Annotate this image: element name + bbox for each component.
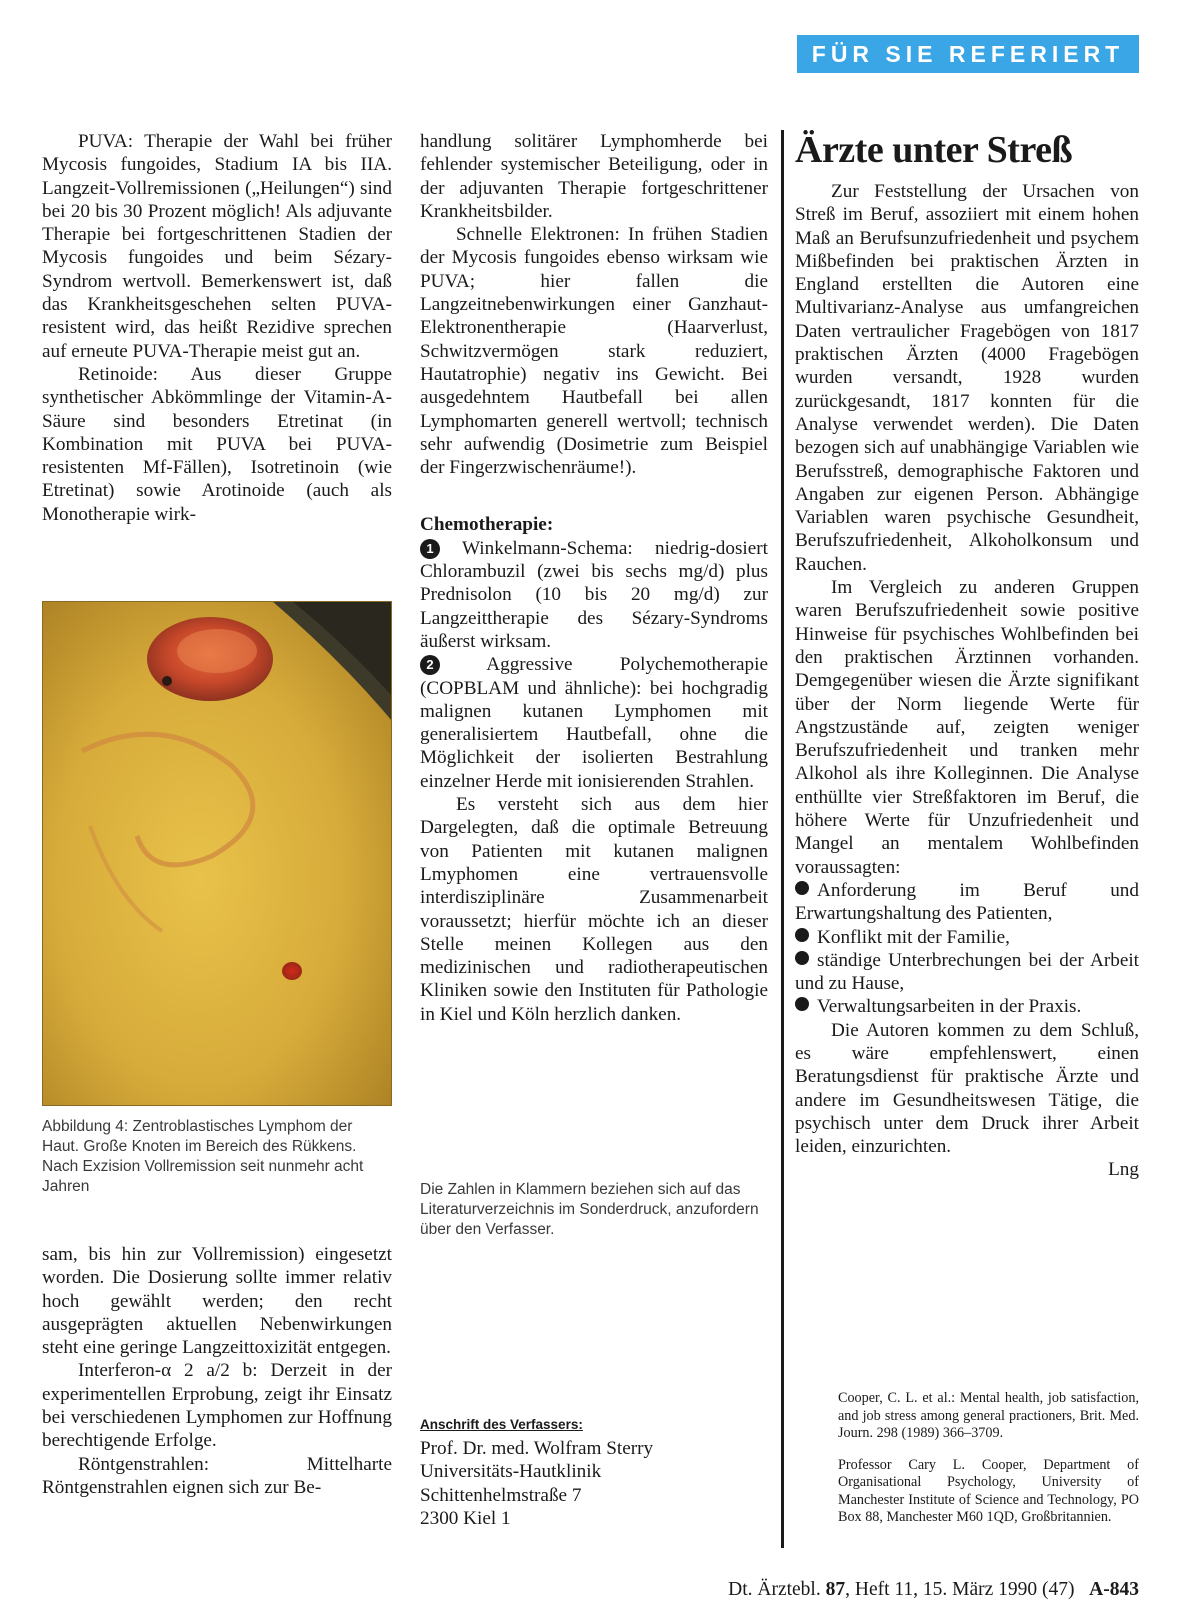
chemo-item-1-text: Winkelmann-Schema: niedrig-dosiert Chlorambuzil (zwei bis sechs mg/d) plus Prednisolon (10 bis 20 mg/d) zur Langzeittherapie des Sézary-Syndroms äußerst wirksam. <box>420 537 768 652</box>
chemo-item-2 <box>420 653 768 793</box>
bullet-icon <box>795 928 809 942</box>
page-number: A-843 <box>1089 1579 1139 1600</box>
address-label: Anschrift des Verfassers: <box>420 1417 583 1432</box>
column-divider <box>781 130 784 1548</box>
list-item: ständige Unterbrechungen bei der Arbeit und zu Hause, <box>795 949 1139 995</box>
chemo-item-2-text: Aggressive Polychemotherapie (COPBLAM und ähnliche): bei hochgradig malignen kutanen Lymphomen mit generalisiertem Hautbefall, ohne die Möglichkeit der isolierten Bestrahlung einzelner Herde mit ionisierenden Strahlen. <box>420 654 768 792</box>
list-item: Konflikt mit der Familie, <box>795 926 1139 949</box>
article-headline: Ärzte unter Streß <box>795 129 1073 171</box>
paragraph-interferon: Interferon-α 2 a/2 b: Derzeit in der experimentellen Erprobung, zeigt ihr Einsatz bei verschiedenen Lymphomen zur Hoffnung berechtigende Erfolge. <box>42 1360 392 1452</box>
issue-date: , Heft 11, 15. März 1990 (47) <box>845 1579 1075 1600</box>
reference-contact: Professor Cary L. Cooper, Department of Organisational Psychology, University of Manchester Institute of Science and Technology, PO Box 88, Manchester M60 1QD, Großbritannien. <box>838 1456 1139 1525</box>
bullet-icon <box>795 997 809 1011</box>
paragraph-retinoide: Retinoide: Aus dieser Gruppe synthetischer Abkömmlinge der Vitamin-A-Säure sind besonders Etretinat (in Kombination mit PUVA bei PUVA-resistenten Mf-Fällen), Isotretinoin (wie Etretinat) sowie Arotinoide (auch als Monotherapie wirk- <box>42 363 392 525</box>
paragraph-roentgen-continued: handlung solitärer Lymphomherde bei fehlender systemischer Beteiligung, oder in der adjuvanten Therapie fortgeschrittener Krankheitsbilder. <box>420 131 768 222</box>
middle-column <box>420 130 768 1026</box>
author-address <box>420 1416 768 1530</box>
figure-caption: Abbildung 4: Zentroblastisches Lymphom der Haut. Große Knoten im Bereich des Rükkens. Nach Exzision Vollremission seit nunmehr acht Jahren <box>42 1118 364 1195</box>
chemotherapy-heading: Chemotherapie: <box>420 514 554 536</box>
section-banner: FÜR SIE REFERIERT <box>797 35 1139 73</box>
bullet-icon <box>795 951 809 965</box>
paragraph-roentgen: Röntgenstrahlen: Mittelharte Röntgenstrahlen eignen sich zur Be- <box>42 1453 392 1498</box>
paragraph-results: Im Vergleich zu anderen Gruppen waren Berufszufriedenheit sowie positive Hinweise für psychisches Wohlbefinden bei den praktischen Ärztinnen vorhanden. Demgegenüber wiesen die Ärzte signifikant über der Norm liegende Werte für Angstzustände auf, zeigten weniger Berufszufriedenheit und tranken mehr Alkohol als ihre Kolleginnen. Die Analyse enthüllte vier Streßfaktoren im Beruf, die höhere Werte für Unzufriedenheit und Mangel an mentalem Wohlbefinden voraussagten: <box>795 577 1139 878</box>
list-item: Anforderung im Beruf und Erwartungshaltung des Patienten, <box>795 879 1139 925</box>
paragraph-acknowledgement: Es versteht sich aus dem hier Dargelegten, daß die optimale Betreuung von Patienten mit kutanen malignen Lmyphomen eine vertrauensvolle interdisziplinäre Zusammenarbeit voraussetzt; hierfür möchte ich an dieser Stelle meinen Kollegen aus den medizinischen und radiotherapeutischen Kliniken sowie den Instituten für Pathologie in Kiel und Köln herzlich danken. <box>420 794 768 1025</box>
chemo-item-1 <box>420 537 768 653</box>
paragraph-puva: PUVA: Therapie der Wahl bei früher Mycosis fungoides, Stadium IA bis IIA. Langzeit-Vollremissionen („Heilungen“) sind bei 20 bis 30 Prozent möglich! Als adjuvante Therapie bei fortgeschrittenen Stadien der Mycosis fungoides und beim Sézary-Syndrom wertvoll. Bemerkenswert ist, daß das Krankheitsgeschehen selten PUVA-resistent wird, das heißt Rezidive sprechen auf erneute PUVA-Therapie meist gut an. <box>42 131 392 362</box>
left-column-top <box>42 130 392 526</box>
address-line-city: 2300 Kiel 1 <box>420 1507 511 1529</box>
address-line-name: Prof. Dr. med. Wolfram Sterry <box>420 1438 654 1459</box>
signoff <box>795 1158 1139 1181</box>
list-item: Verwaltungsarbeiten in der Praxis. <box>795 995 1139 1018</box>
stress-factor-list <box>795 879 1139 1019</box>
right-column <box>795 180 1139 1182</box>
paragraph-study: Zur Feststellung der Ursachen von Streß im Beruf, assoziiert mit einem hohen Maß an Berufsunzufriedenheit und psychem Mißbefinden bei praktischen Ärzten in England erstellten die Autoren eine Multivarianz-Analyse aus umfangreichen Daten vertraulicher Fragebögen von 1817 praktischen Ärzten (4000 Fragebögen wurden versandt, 1928 wurden zurückgesandt, 1817 konnten für die Analyse verwendet werden). Die Daten bezogen sich auf unabhängige Variablen wie Berufsstreß, demographische Faktoren und Angaben zur eigenen Person. Abhängige Variablen waren psychische Gesundheit, Berufszufriedenheit, Alkoholkonsum und Rauchen. <box>795 181 1139 575</box>
paragraph-conclusion: Die Autoren kommen zu dem Schluß, es wäre empfehlenswert, einen Beratungsdienst für praktische Ärzte und andere im Gesundheitswesen Tätige, die psychisch unter dem Druck ihrer Arbeit leiden, einzurichten. <box>795 1019 1139 1158</box>
literature-note: Die Zahlen in Klammern beziehen sich auf das Literaturverzeichnis im Sonderdruck, anzufordern über den Verfasser. <box>420 1181 759 1238</box>
references <box>838 1390 1139 1541</box>
address-line-institution: Universitäts-Hautklinik <box>420 1461 602 1483</box>
bullet-icon <box>795 881 809 895</box>
reference-citation: Cooper, C. L. et al.: Mental health, job satisfaction, and job stress among general practioners, Brit. Med. Journ. 298 (1989) 366–3709. <box>838 1390 1139 1441</box>
paragraph-retinoide-continued: sam, bis hin zur Vollremission) eingesetzt worden. Die Dosierung sollte immer relativ hoch gewählt werden; den recht ausgeprägten aktuellen Nebenwirkungen steht eine geringe Langzeittoxizität entgegen. <box>42 1244 392 1359</box>
address-line-street: Schittenhelmstraße 7 <box>420 1484 582 1506</box>
author-signature: Lng <box>1108 1159 1139 1181</box>
journal-name: Dt. Ärztebl. <box>728 1579 821 1600</box>
number-one-icon: 1 <box>420 539 440 559</box>
page-footer <box>728 1578 1139 1602</box>
journal-volume: 87 <box>825 1579 846 1600</box>
figure-photo-lymphoma <box>42 601 392 1106</box>
paragraph-elektronen: Schnelle Elektronen: In frühen Stadien der Mycosis fungoides ebenso wirksam wie PUVA; hier fallen die Langzeitnebenwirkungen einer Ganzhaut-Elektronentherapie (Haarverlust, Schwitzvermögen stark reduziert, Hautatrophie) negativ ins Gewicht. Bei ausgedehntem Hautbefall bei allen Lymphomarten generell wertvoll; technisch sehr aufwendig (Dosimetrie zum Beispiel der Fingerzwischenräume!). <box>420 224 768 479</box>
number-two-icon: 2 <box>420 655 440 675</box>
left-column-bottom <box>42 1243 392 1499</box>
